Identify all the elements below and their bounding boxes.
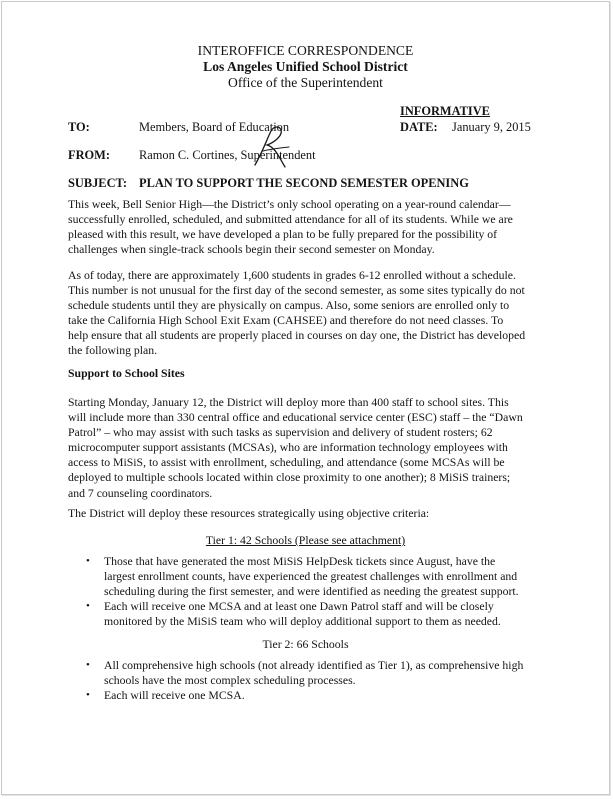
informative-tag: INFORMATIVE [400, 104, 490, 118]
bullet-icon: • [86, 689, 90, 702]
paragraph-line: deployed to multiple schools located within close proximity to one another); 8 MiSiS trainers; [68, 471, 511, 485]
office-name: Office of the Superintendent [228, 75, 383, 90]
paragraph-line: The District will deploy these resources strategically using objective criteria: [68, 507, 430, 520]
list-item: • All comprehensive high schools (not already identified as Tier 1), as comprehensive high schools have the most complex scheduling processes. [86, 659, 524, 688]
date-value: January 9, 2015 [452, 120, 531, 134]
tier1-bullet-list [86, 554, 556, 629]
tier1-heading: Tier 1: 42 Schools (Please see attachment) [205, 534, 406, 547]
paragraph-line: This week, Bell Senior High—the District’s only school operating on a year-round calendar— [68, 198, 511, 211]
subject-value: PLAN TO SUPPORT THE SECOND SEMESTER OPENING [139, 176, 469, 190]
paragraph-line: microcomputer support assistants (MCSAs), who are information technology employees with [68, 441, 508, 455]
paragraph-line: pleased with this result, we have developed a plan to be fully prepared for the possibility of [68, 228, 498, 242]
paragraph-line: take the California High School Exit Exam (CAHSEE) and therefore do not need classes. To [68, 314, 504, 328]
paragraph-line: successfully enrolled, scheduled, and submitted attendance for all of its students. While we are [68, 213, 513, 227]
to-value: Members, Board of Education [139, 120, 290, 134]
list-item: • Each will receive one MCSA and at least one Dawn Patrol staff and will be closely monitored by the MiSiS team who will deploy additional support to them as needed. [86, 600, 501, 629]
document-title: INTEROFFICE CORRESPONDENCE [197, 43, 414, 58]
paragraph-line: This number is not unusual for the first day of the second semester, as some sites typically do not [68, 284, 525, 298]
bullet-icon: • [86, 600, 90, 613]
paragraph-line: the following plan. [68, 344, 158, 358]
paragraph-line: As of today, there are approximately 1,600 students in grades 6-12 enrolled without a schedule. [68, 269, 516, 282]
paragraph-line: challenges when single-track schools begin their second semester on Monday. [68, 243, 435, 257]
tier2-heading: Tier 2: 66 Schools [262, 638, 349, 651]
bullet-icon: • [86, 659, 90, 671]
date-label: DATE: [400, 120, 438, 134]
bullet-icon: • [86, 555, 90, 567]
list-item: • Each will receive one MCSA. [86, 689, 245, 703]
paragraph-line: Starting Monday, January 12, the District will deploy more than 400 staff to school sites. This [68, 396, 509, 409]
paragraph-status [68, 268, 542, 359]
from-value: Ramon C. Cortines, Superintendent [139, 148, 316, 162]
district-name: Los Angeles Unified School District [203, 59, 408, 74]
section-heading: Support to School Sites [68, 367, 185, 380]
paragraph-line: help ensure that all students are properly placed in courses on day one, the District has developed [68, 329, 526, 343]
paragraph-intro [68, 197, 542, 257]
signature-mark [249, 121, 297, 171]
paragraph-deployment [68, 395, 542, 501]
tier2-bullet-list [86, 658, 556, 703]
paragraph-line: and 7 counseling coordinators. [68, 486, 213, 500]
paragraph-line: access to MiSiS, to assist with enrollment, scheduling, and attendance (some MCSAs will be [68, 456, 505, 470]
paragraph-line: will include more than 330 central office and educational service center (ESC) staff – the “Dawn [68, 411, 523, 425]
from-label: FROM: [68, 148, 110, 162]
list-item: • Those that have generated the most MiSiS HelpDesk tickets since August, have the largest enrollment counts, have experienced the greatest challenges with enrollment and scheduling during the first semester, and were identified as needing the greatest support. [86, 555, 519, 599]
subject-label: SUBJECT: [68, 176, 127, 190]
to-label: TO: [68, 120, 90, 134]
paragraph-line: Patrol” – who may assist with such tasks as supervision and delivery of student rosters; 62 [68, 426, 493, 440]
memo-page [1, 1, 610, 795]
paragraph-line: schedule students until they are physically on campus. Also, some seniors are enrolled only to [68, 299, 510, 313]
paragraph-criteria [68, 506, 542, 521]
